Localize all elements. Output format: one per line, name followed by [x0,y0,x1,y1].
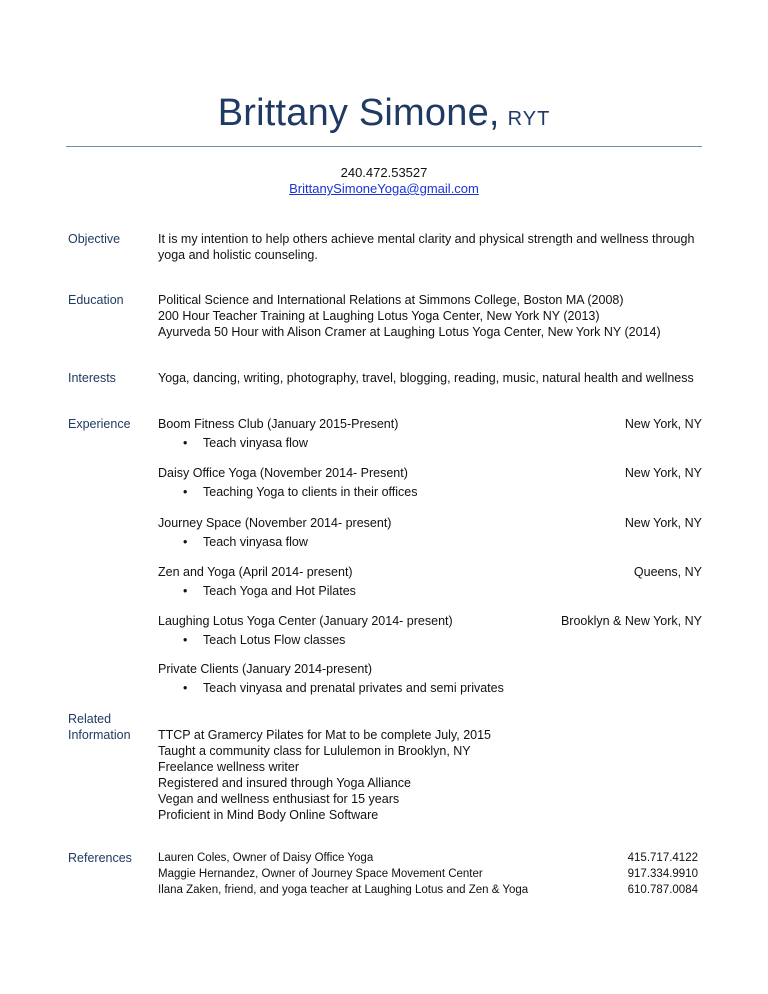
job-title: Journey Space (November 2014- present) [158,516,392,530]
reference-phone: 415.717.4122 [627,852,698,864]
reference-name: Lauren Coles, Owner of Daisy Office Yoga [158,852,374,864]
phone-number: 240.472.53527 [340,165,428,180]
related-item: TTCP at Gramercy Pilates for Mat to be complete July, 2015 [158,728,492,742]
job-bullet [158,632,702,648]
education-item: 200 Hour Teacher Training at Laughing Lotus Yoga Center, New York NY (2013) [158,309,600,323]
bullet-icon: • [183,485,188,499]
job-location: Brooklyn & New York, NY [560,614,702,628]
credential: RYT [507,108,551,130]
job-bullet [158,534,702,550]
bullet-icon: • [183,535,188,549]
job-duty: Teach Yoga and Hot Pilates [203,584,356,598]
reference-row [158,850,702,866]
reference-phone: 917.334.9910 [627,868,698,880]
job-entry [158,661,702,696]
related-item: Taught a community class for Lululemon in Brooklyn, NY [158,744,471,758]
reference-name: Ilana Zaken, friend, and yoga teacher at Laughing Lotus and Zen & Yoga [158,884,529,896]
references-list [158,850,702,898]
objective-text: It is my intention to help others achieve mental clarity and physical strength and wellness through yoga and holistic counseling. [158,232,695,262]
bullet-icon: • [183,633,188,647]
reference-row [158,882,702,898]
job-location: New York, NY [624,516,702,530]
related-item: Vegan and wellness enthusiast for 15 years [158,792,400,806]
experience-label: Experience [68,417,131,431]
related-list [158,727,702,823]
reference-name: Maggie Hernandez, Owner of Journey Space Movement Center [158,868,483,880]
references-label: References [68,851,132,865]
job-location: Queens, NY [633,565,702,579]
experience-list [158,416,702,706]
job-entry [158,564,702,599]
job-bullet [158,435,702,451]
job-entry [158,465,702,500]
bullet-icon: • [183,681,188,695]
job-bullet [158,484,702,500]
job-entry [158,515,702,550]
related-item: Freelance wellness writer [158,760,300,774]
job-entry [158,613,702,648]
job-bullet [158,583,702,599]
job-duty: Teach Lotus Flow classes [203,633,346,647]
interests-label: Interests [68,371,116,385]
job-title: Private Clients (January 2014-present) [158,662,372,676]
related-label-line: Related [68,712,112,726]
related-item: Proficient in Mind Body Online Software [158,808,379,822]
email-link[interactable]: BrittanySimoneYoga@gmail.com [289,181,479,196]
header-divider [66,146,702,147]
job-duty: Teach vinyasa flow [203,436,308,450]
reference-phone: 610.787.0084 [627,884,698,896]
job-title: Laughing Lotus Yoga Center (January 2014- present) [158,614,453,628]
related-label [68,711,154,743]
education-list [158,292,702,340]
related-item: Registered and insured through Yoga Alliance [158,776,411,790]
bullet-icon: • [183,584,188,598]
job-title: Daisy Office Yoga (November 2014- Present) [158,466,408,480]
education-item: Political Science and International Relations at Simmons College, Boston MA (2008) [158,293,624,307]
job-duty: Teaching Yoga to clients in their offices [203,485,418,499]
job-title: Boom Fitness Club (January 2015-Present) [158,417,399,431]
job-entry [158,416,702,451]
education-item: Ayurveda 50 Hour with Alison Cramer at Laughing Lotus Yoga Center, New York NY (2014) [158,325,661,339]
resume-header [0,92,768,135]
education-label: Education [68,293,124,307]
job-duty: Teach vinyasa flow [203,535,308,549]
candidate-name: Brittany Simone, [217,92,500,134]
interests-text: Yoga, dancing, writing, photography, travel, blogging, reading, music, natural health and wellness [158,371,694,385]
job-location: New York, NY [624,466,702,480]
reference-row [158,866,702,882]
related-label-line: Information [68,728,131,742]
job-location: New York, NY [624,417,702,431]
job-duty: Teach vinyasa and prenatal privates and semi privates [203,681,504,695]
job-bullet [158,680,702,696]
job-title: Zen and Yoga (April 2014- present) [158,565,353,579]
objective-label: Objective [68,232,121,246]
bullet-icon: • [183,436,188,450]
